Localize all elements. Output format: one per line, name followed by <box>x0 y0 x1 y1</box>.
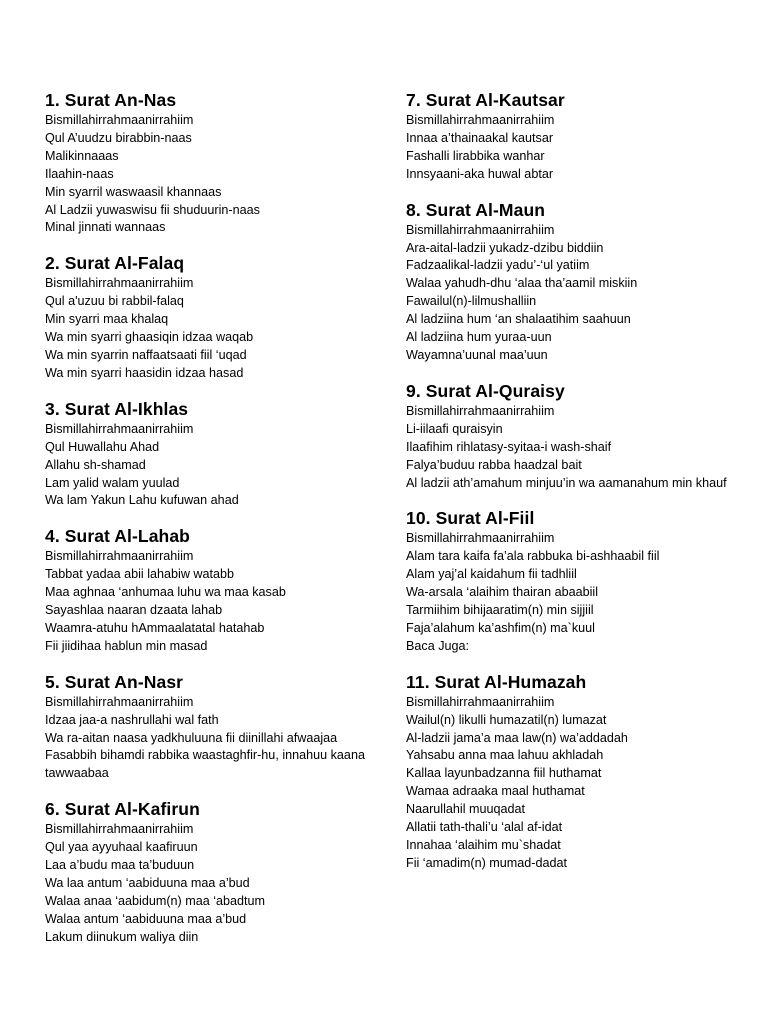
verse-line: Bismillahirrahmaanirrahiim <box>406 694 555 709</box>
verse-line: Fasabbih bihamdi rabbika waastaghfir-hu, innahuu kaana tawwaabaa <box>45 748 365 781</box>
surah-block-9-surat-al-quraisy <box>406 380 741 493</box>
verse-line: Wa min syarri haasidin idzaa hasad <box>45 365 244 380</box>
verse-line: Minal jinnati wannaas <box>45 220 166 235</box>
verse-line: Tabbat yadaa abii lahabiw watabb <box>45 567 235 582</box>
surah-block-6-surat-al-kafirun <box>45 798 385 946</box>
verse-line: Idzaa jaa-a nashrullahi wal fath <box>45 712 219 727</box>
verse-line: Wa ra-aitan naasa yadkhuluuna fii diinillahi afwaajaa <box>45 730 338 745</box>
surah-block-7-surat-al-kautsar <box>406 89 741 184</box>
surah-title: 11. Surat Al-Humazah <box>406 671 587 692</box>
verse-line: Innaa a’thainaakal kautsar <box>406 130 554 145</box>
verse-line: Fii jiidihaa hablun min masad <box>45 638 208 653</box>
surah-title: 7. Surat Al-Kautsar <box>406 90 565 110</box>
verse-line: Bismillahirrahmaanirrahiim <box>45 421 194 436</box>
verse-line: Fashalli lirabbika wanhar <box>406 148 545 163</box>
verse-line: Sayashlaa naaran dzaata lahab <box>45 603 223 618</box>
verse-line: Falya’buduu rabba haadzal bait <box>406 457 582 472</box>
verse-line: Ilaahin-naas <box>45 166 114 181</box>
verse-line: Qul A’uudzu birabbin-naas <box>45 130 192 145</box>
verse-line: Bismillahirrahmaanirrahiim <box>406 531 555 546</box>
verse-line: Min syarri maa khalaq <box>45 312 169 327</box>
verse-line: Min syarril waswaasil khannaas <box>45 184 222 199</box>
surah-title: 5. Surat An-Nasr <box>45 671 184 692</box>
verse-line: Naarullahil muuqadat <box>406 802 526 817</box>
surah-title: 4. Surat Al-Lahab <box>45 526 190 547</box>
surah-block-11-surat-al-humazah <box>406 671 741 873</box>
surah-block-2-surat-al-falaq <box>45 252 385 382</box>
verse-line: Walaa anaa ‘aabidum(n) maa ‘abadtum <box>45 893 266 908</box>
surah-title: 1. Surat An-Nas <box>45 90 177 110</box>
verse-line: Bismillahirrahmaanirrahiim <box>406 403 555 418</box>
verse-line: Tarmiihim bihijaaratim(n) min sijjiil <box>406 603 594 618</box>
verse-line: Lam yalid walam yuulad <box>45 475 180 490</box>
verse-line: Alam yaj’al kaidahum fii tadhliil <box>406 567 577 582</box>
verse-line: Wa min syarrin naffaatsaati fiil ‘uqad <box>45 347 247 362</box>
verse-line: Malikinnaaas <box>45 148 119 163</box>
verse-line: Qul yaa ayyuhaal kaafiruun <box>45 840 198 855</box>
verse-line: Wamaa adraaka maal huthamat <box>406 784 585 799</box>
verse-line: Bismillahirrahmaanirrahiim <box>45 694 194 709</box>
verse-line: Bismillahirrahmaanirrahiim <box>45 549 194 564</box>
verse-line: Al-ladzii jama’a maa law(n) wa’addadah <box>406 730 628 745</box>
verse-line: Bismillahirrahmaanirrahiim <box>45 276 194 291</box>
surah-block-5-surat-an-nasr <box>45 671 385 784</box>
verse-line: Bismillahirrahmaanirrahiim <box>406 113 555 127</box>
verse-line: Maa aghnaa ‘anhumaa luhu wa maa kasab <box>45 585 286 600</box>
verse-line: Allatii tath-thali’u ‘alal af-idat <box>406 820 563 835</box>
verse-line: Al ladziina hum yuraa-uun <box>406 330 552 345</box>
verse-line: Wailul(n) likulli humazatil(n) lumazat <box>406 712 607 727</box>
verse-line: Lakum diinukum waliya diin <box>45 929 199 944</box>
verse-line: Wa lam Yakun Lahu kufuwan ahad <box>45 493 239 508</box>
verse-line: Laa a’budu maa ta’buduun <box>45 858 195 873</box>
surah-title: 2. Surat Al-Falaq <box>45 253 185 274</box>
left-column <box>45 89 385 962</box>
verse-line: Faja’alahum ka’ashfim(n) ma`kuul <box>406 620 595 635</box>
surah-block-3-surat-al-ikhlas <box>45 398 385 511</box>
verse-line: Qul a'uzuu bi rabbil-falaq <box>45 294 184 309</box>
verse-line: Wa min syarri ghaasiqin idzaa waqab <box>45 330 254 345</box>
surah-title: 9. Surat Al-Quraisy <box>406 380 565 401</box>
verse-line: Alam tara kaifa fa’ala rabbuka bi-ashhaabil fiil <box>406 549 660 564</box>
verse-line: Ilaafihim rihlatasy-syitaa-i wash-shaif <box>406 439 612 454</box>
verse-line: Al Ladzii yuwaswisu fii shuduurin-naas <box>45 202 260 217</box>
verse-line: Yahsabu anna maa lahuu akhladah <box>406 748 604 763</box>
surah-block-10-surat-al-fiil <box>406 507 741 655</box>
verse-line: Li-iilaafi quraisyin <box>406 421 503 436</box>
verse-line: Qul Huwallahu Ahad <box>45 439 160 454</box>
verse-line: Al ladzii ath’amahum minjuu’in wa aamanahum min khauf <box>406 475 727 490</box>
surah-title: 6. Surat Al-Kafirun <box>45 799 200 820</box>
right-column <box>406 89 741 888</box>
verse-line: Waamra-atuhu hAmmaalatatal hatahab <box>45 620 265 635</box>
surah-block-8-surat-al-maun <box>406 199 741 365</box>
verse-line: Fii ‘amadim(n) mumad-dadat <box>406 855 567 870</box>
verse-line: Innsyaani-aka huwal abtar <box>406 166 554 181</box>
verse-line: Kallaa layunbadzanna fiil huthamat <box>406 766 602 781</box>
verse-line: Baca Juga: <box>406 638 470 653</box>
verse-line: Bismillahirrahmaanirrahiim <box>45 113 194 127</box>
verse-line: Wa-arsala ‘alaihim thairan abaabiil <box>406 585 599 600</box>
verse-line: Allahu sh-shamad <box>45 457 146 472</box>
surah-title: 8. Surat Al-Maun <box>406 199 546 220</box>
verse-line: Bismillahirrahmaanirrahiim <box>406 222 555 237</box>
verse-line: Walaa yahudh-dhu ‘alaa tha’aamil miskiin <box>406 276 638 291</box>
verse-line: Wayamna’uunal maa’uun <box>406 347 548 362</box>
surah-title: 3. Surat Al-Ikhlas <box>45 398 189 419</box>
verse-line: Ara-aital-ladzii yukadz-dzibu biddiin <box>406 240 604 255</box>
surah-title: 10. Surat Al-Fiil <box>406 508 535 529</box>
verse-line: Wa laa antum ‘aabiduuna maa a’bud <box>45 876 250 890</box>
verse-line: Fadzaalikal-ladzii yadu’-‘ul yatiim <box>406 258 590 273</box>
surah-block-4-surat-al-lahab <box>45 525 385 655</box>
surah-block-1-surat-an-nas <box>45 89 385 237</box>
verse-line: Fawailul(n)-lilmushalliin <box>406 294 537 309</box>
verse-line: Innahaa ‘alaihim mu`shadat <box>406 838 561 852</box>
verse-line: Al ladziina hum ‘an shalaatihim saahuun <box>406 312 631 327</box>
verse-line: Bismillahirrahmaanirrahiim <box>45 822 194 837</box>
verse-line: Walaa antum ‘aabiduuna maa a’bud <box>45 911 247 926</box>
